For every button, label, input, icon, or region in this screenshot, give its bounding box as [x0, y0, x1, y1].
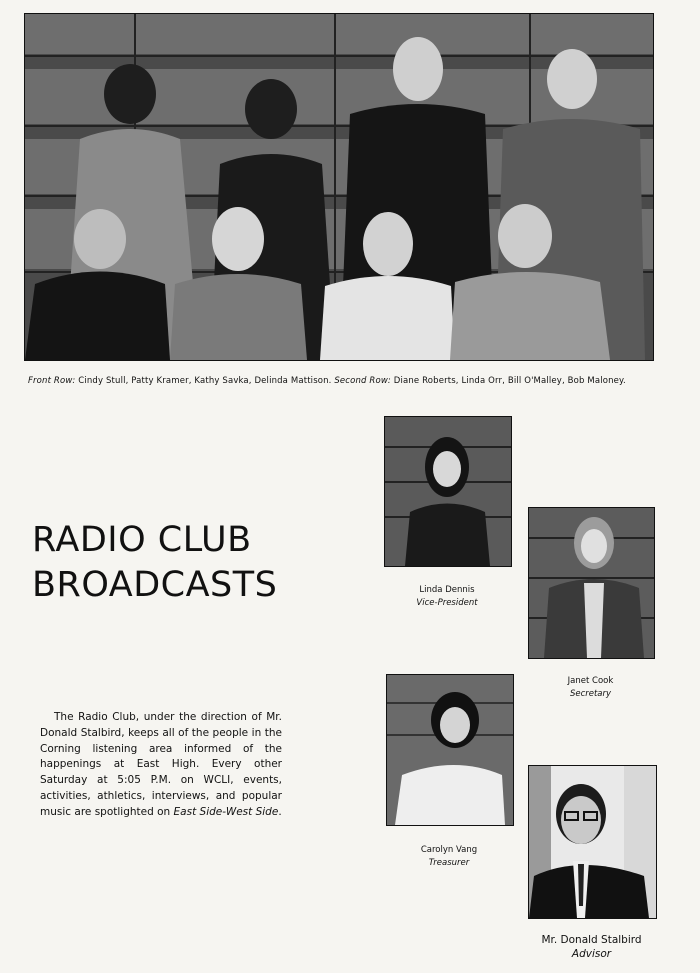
officer-photo-secretary [528, 507, 655, 659]
group-photo-caption [28, 376, 658, 387]
officer-name: Janet Cook [567, 676, 614, 686]
caption-front-row-names: Cindy Stull, Patty Kramer, Kathy Savka, Delinda Mattison. [75, 376, 335, 386]
officer-name: Carolyn Vang [420, 845, 478, 855]
officer-role: Secretary [569, 689, 612, 699]
article-body [40, 710, 282, 821]
officer-role: Treasurer [428, 858, 470, 868]
caption-second-row-names: Diane Roberts, Linda Orr, Bill O'Malley, Bob Maloney. [390, 376, 626, 386]
officer-photo-vice-president [384, 416, 512, 567]
article-body-text: The Radio Club, under the direction of Mr. Donald Stalbird, keeps all of the people in the Corning listening area informed of the happenings at East High. Every other Saturday at 5:05 P.M. on WCLI, events, activities, athletics, interviews, and popular music are spotlighted on [40, 711, 282, 818]
officer-caption-vice-president [384, 584, 510, 610]
officer-role: Vice-President [416, 598, 478, 608]
officer-name: Linda Dennis [419, 585, 475, 595]
officer-caption-secretary [528, 675, 653, 701]
caption-front-row-label: Front Row: [28, 376, 76, 386]
group-photo [24, 13, 654, 361]
page-title-line-1: RADIO CLUB [32, 520, 252, 560]
advisor-photo [528, 765, 657, 919]
show-name: East Side-West Side [173, 805, 279, 818]
page-title [32, 518, 277, 608]
page-title-line-2: BROADCASTS [32, 565, 278, 605]
advisor-caption [518, 933, 665, 961]
officer-name: Mr. Donald Stalbird [541, 934, 642, 946]
officer-caption-treasurer [386, 844, 512, 870]
article-body-end: . [278, 805, 282, 818]
officer-photo-treasurer [386, 674, 514, 826]
caption-second-row-label: Second Row: [334, 376, 391, 386]
officer-role: Advisor [571, 948, 612, 960]
